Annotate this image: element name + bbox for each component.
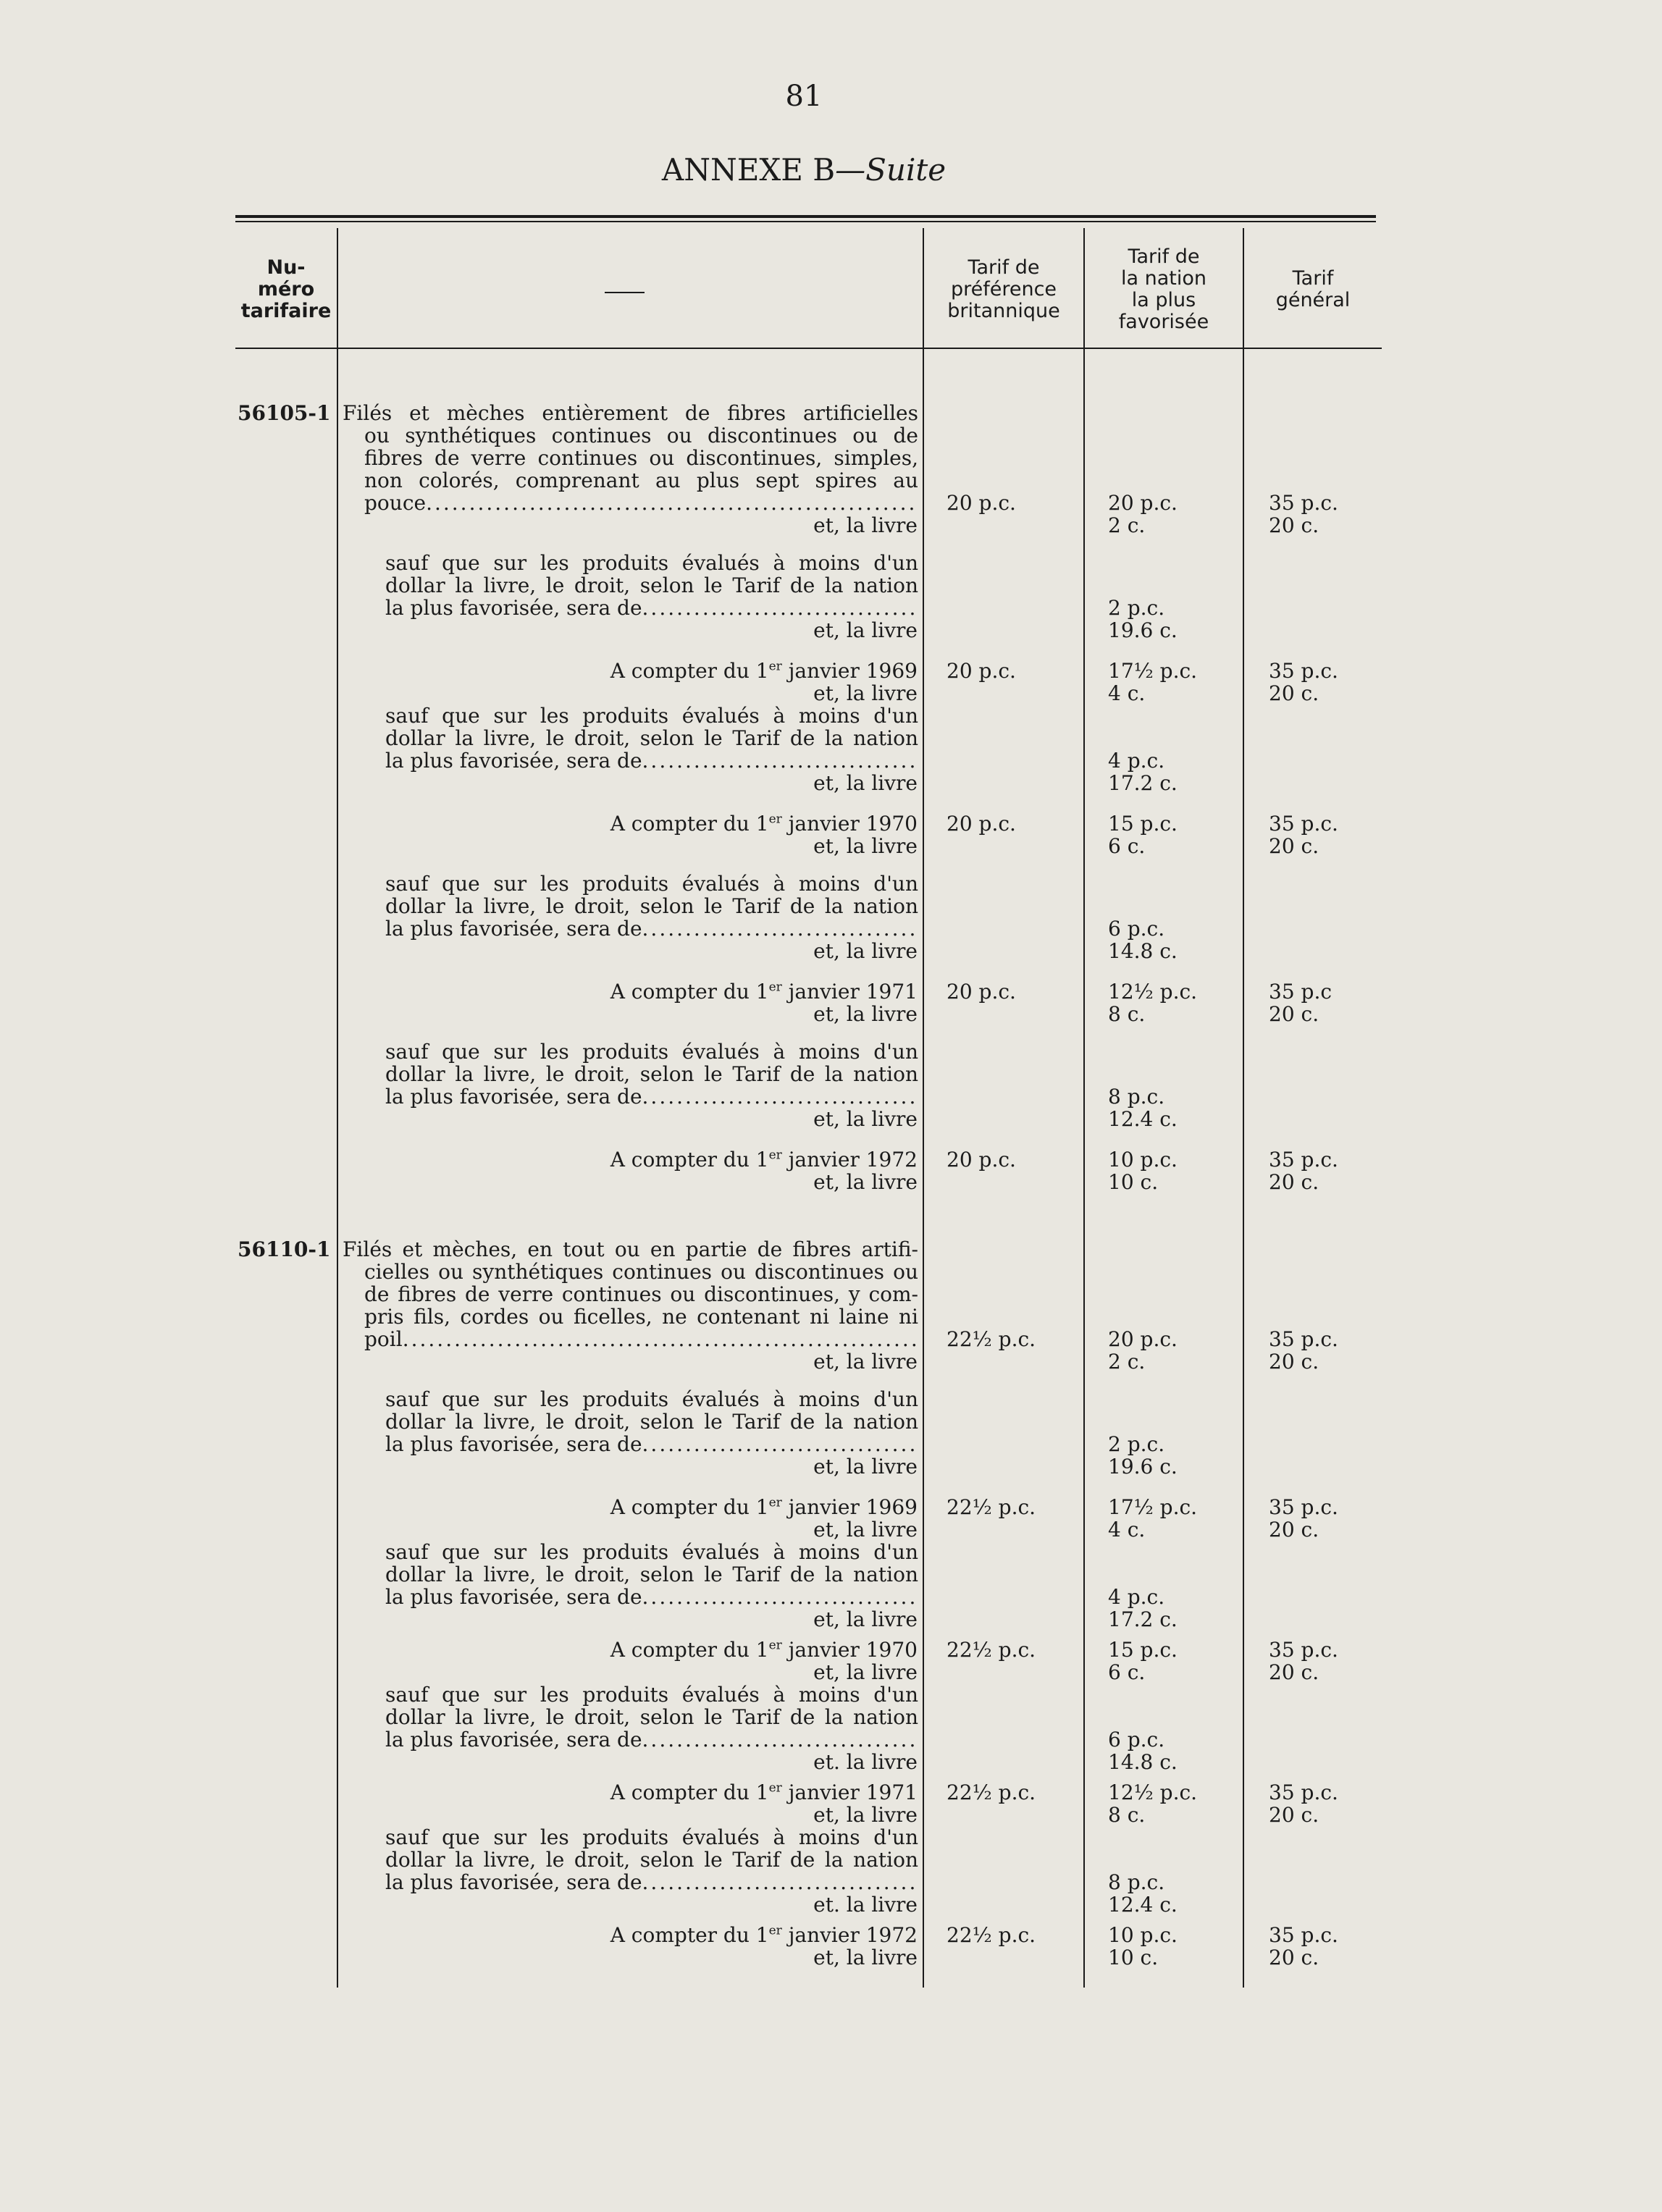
per-pound-label: et, la livre xyxy=(813,1107,918,1131)
header-rule xyxy=(1244,348,1382,349)
dot-leader xyxy=(642,749,918,772)
mfn-rate: 12½ p.c. xyxy=(1108,1780,1198,1804)
dot-leader xyxy=(642,917,918,940)
top-rule-thin xyxy=(235,221,1376,222)
header-line: préférence xyxy=(950,278,1057,300)
leader-text: la plus favorisée, sera de xyxy=(385,1085,642,1109)
date-suffix: janvier 1972 xyxy=(781,1923,918,1947)
tariff-number: 56105-1 xyxy=(238,401,331,425)
date-prefix: A compter du 1 xyxy=(610,1148,769,1172)
page-number: 81 xyxy=(785,80,823,113)
per-pound-label: et, la livre xyxy=(813,681,918,705)
exception-line: sauf que sur les produits évalués à moins d'un xyxy=(385,872,918,896)
bpt-rate: 22½ p.c. xyxy=(947,1923,1036,1947)
general-rate: 35 p.c. xyxy=(1269,1780,1338,1804)
general-rate: 35 p.c. xyxy=(1269,1327,1338,1351)
date-prefix: A compter du 1 xyxy=(610,980,769,1004)
description-leader xyxy=(364,492,918,514)
description-line: ou synthétiques continues ou discontinues ou de xyxy=(364,424,918,447)
per-pound-label: et, la livre xyxy=(813,1455,918,1479)
general-rate: 35 p.c xyxy=(1269,980,1332,1004)
exception-leader xyxy=(385,1433,918,1455)
mfn-rate: 15 p.c. xyxy=(1108,812,1178,836)
mfn-specific: 4 c. xyxy=(1108,681,1146,705)
mfn-rate: 20 p.c. xyxy=(1108,491,1178,515)
general-rate: 35 p.c. xyxy=(1269,659,1338,683)
general-rate: 35 p.c. xyxy=(1269,812,1338,836)
leader-text: la plus favorisée, sera de xyxy=(385,1585,642,1609)
bpt-rate: 22½ p.c. xyxy=(947,1495,1036,1519)
exception-line: sauf que sur les produits évalués à moins d'un xyxy=(385,1040,918,1064)
exception-line: dollar la livre, le droit, selon le Tarif de la nation xyxy=(385,894,918,918)
top-rule xyxy=(235,215,1376,218)
mfn-rate: 20 p.c. xyxy=(1108,1327,1178,1351)
mfn-specific: 12.4 c. xyxy=(1108,1107,1178,1131)
mfn-rate: 17½ p.c. xyxy=(1108,659,1198,683)
exception-line: dollar la livre, le droit, selon le Tarif de la nation xyxy=(385,726,918,750)
description-line: non colorés, comprenant au plus sept spires au xyxy=(364,468,918,492)
header-line: la plus xyxy=(1131,289,1196,311)
exception-line: dollar la livre, le droit, selon le Tarif de la nation xyxy=(385,1848,918,1872)
date-prefix: A compter du 1 xyxy=(610,1923,769,1947)
date-suffix: janvier 1970 xyxy=(781,1638,918,1662)
exception-leader xyxy=(385,1871,918,1893)
mfn-specific: 17.2 c. xyxy=(1108,771,1178,795)
dot-leader xyxy=(403,1328,918,1350)
header-rule xyxy=(924,348,1083,349)
mfn-rate: 2 p.c. xyxy=(1108,596,1165,620)
exception-line: sauf que sur les produits évalués à moins d'un xyxy=(385,1540,918,1564)
header-tariff-number xyxy=(232,257,340,322)
header-description-dash xyxy=(605,292,645,293)
exception-leader xyxy=(385,1728,918,1751)
leader-text: la plus favorisée, sera de xyxy=(385,1870,642,1894)
general-specific: 20 c. xyxy=(1269,513,1319,537)
date-prefix: A compter du 1 xyxy=(610,1780,769,1804)
mfn-specific: 19.6 c. xyxy=(1108,618,1178,642)
date-prefix: A compter du 1 xyxy=(610,659,769,683)
general-specific: 20 c. xyxy=(1269,1350,1319,1374)
date-prefix: A compter du 1 xyxy=(610,812,769,836)
mfn-specific: 8 c. xyxy=(1108,1002,1146,1026)
mfn-specific: 17.2 c. xyxy=(1108,1607,1178,1631)
mfn-rate: 6 p.c. xyxy=(1108,1728,1165,1751)
general-rate: 35 p.c. xyxy=(1269,1148,1338,1172)
per-pound-label: et, la livre xyxy=(813,1607,918,1631)
divider-num-desc xyxy=(337,228,338,1988)
header-line: Tarif xyxy=(1292,267,1334,290)
date-superscript: er xyxy=(768,659,782,674)
general-rate: 35 p.c. xyxy=(1269,1495,1338,1519)
bpt-rate: 22½ p.c. xyxy=(947,1327,1036,1351)
exception-line: dollar la livre, le droit, selon le Tarif de la nation xyxy=(385,573,918,597)
exception-leader xyxy=(385,597,918,619)
effective-date xyxy=(610,660,918,682)
description-line: de fibres de verre continues ou discontinues, y com- xyxy=(364,1282,918,1306)
leader-text: la plus favorisée, sera de xyxy=(385,1432,642,1456)
bpt-rate: 22½ p.c. xyxy=(947,1780,1036,1804)
general-specific: 20 c. xyxy=(1269,681,1319,705)
mfn-rate: 4 p.c. xyxy=(1108,749,1165,773)
header-rule xyxy=(1085,348,1243,349)
dot-leader xyxy=(642,1728,918,1751)
leader-text: la plus favorisée, sera de xyxy=(385,917,642,941)
header-line: britannique xyxy=(947,300,1060,322)
dot-leader xyxy=(642,1871,918,1893)
dot-leader xyxy=(426,492,918,514)
general-rate: 35 p.c. xyxy=(1269,1638,1338,1662)
dot-leader xyxy=(642,1085,918,1108)
effective-date xyxy=(610,1496,918,1518)
exception-line: sauf que sur les produits évalués à moins d'un xyxy=(385,551,918,575)
per-pound-label: et, la livre xyxy=(813,1170,918,1194)
bpt-rate: 20 p.c. xyxy=(947,491,1016,515)
header-line: favorisée xyxy=(1118,311,1209,333)
per-pound-label: et, la livre xyxy=(813,1350,918,1374)
general-specific: 20 c. xyxy=(1269,1002,1319,1026)
per-pound-label: et, la livre xyxy=(813,1803,918,1827)
mfn-specific: 10 c. xyxy=(1108,1170,1159,1194)
leader-text: la plus favorisée, sera de xyxy=(385,596,642,620)
general-specific: 20 c. xyxy=(1269,834,1319,858)
leader-text: poil xyxy=(364,1327,403,1351)
date-superscript: er xyxy=(768,1923,782,1938)
per-pound-label: et, la livre xyxy=(813,834,918,858)
general-specific: 20 c. xyxy=(1269,1170,1319,1194)
mfn-rate: 15 p.c. xyxy=(1108,1638,1178,1662)
general-rate: 35 p.c. xyxy=(1269,491,1338,515)
exception-line: sauf que sur les produits évalués à moins d'un xyxy=(385,1683,918,1707)
leader-text: la plus favorisée, sera de xyxy=(385,749,642,773)
mfn-rate: 10 p.c. xyxy=(1108,1923,1178,1947)
header-most-favoured-nation xyxy=(1085,246,1243,333)
mfn-specific: 6 c. xyxy=(1108,1660,1146,1684)
mfn-specific: 10 c. xyxy=(1108,1946,1159,1969)
header-line: Nu- xyxy=(266,256,306,279)
mfn-specific: 19.6 c. xyxy=(1108,1455,1178,1479)
dot-leader xyxy=(642,1586,918,1608)
mfn-rate: 17½ p.c. xyxy=(1108,1495,1198,1519)
per-pound-label: et, la livre xyxy=(813,618,918,642)
divider-mfn-gen xyxy=(1243,228,1244,1988)
exception-line: dollar la livre, le droit, selon le Tarif de la nation xyxy=(385,1563,918,1586)
mfn-rate: 4 p.c. xyxy=(1108,1585,1165,1609)
date-prefix: A compter du 1 xyxy=(610,1638,769,1662)
header-line: la nation xyxy=(1120,267,1206,290)
description-line: fibres de verre continues ou discontinues, simples, xyxy=(364,446,918,470)
per-pound-label: et, la livre xyxy=(813,1518,918,1542)
divider-desc-bpt xyxy=(923,228,924,1988)
general-specific: 20 c. xyxy=(1269,1946,1319,1969)
description-line: pris fils, cordes ou ficelles, ne contenant ni laine ni xyxy=(364,1305,918,1329)
title-main: ANNEXE B xyxy=(661,152,836,188)
header-general-tariff xyxy=(1244,268,1382,311)
mfn-specific: 8 c. xyxy=(1108,1803,1146,1827)
header-british-preferential xyxy=(924,257,1083,322)
per-pound-label: et, la livre xyxy=(813,939,918,963)
per-pound-label: et, la livre xyxy=(813,1002,918,1026)
date-superscript: er xyxy=(768,812,782,827)
leader-text: pouce xyxy=(364,491,427,515)
header-line: Tarif de xyxy=(1128,245,1200,268)
description-leader xyxy=(364,1328,918,1350)
mfn-rate: 8 p.c. xyxy=(1108,1870,1165,1894)
mfn-specific: 2 c. xyxy=(1108,513,1146,537)
mfn-specific: 6 c. xyxy=(1108,834,1146,858)
exception-line: sauf que sur les produits évalués à moins d'un xyxy=(385,704,918,728)
mfn-rate: 2 p.c. xyxy=(1108,1432,1165,1456)
title-suffix: —Suite xyxy=(835,152,947,188)
date-prefix: A compter du 1 xyxy=(610,1495,769,1519)
date-suffix: janvier 1971 xyxy=(781,1780,918,1804)
exception-line: sauf que sur les produits évalués à moins d'un xyxy=(385,1825,918,1849)
exception-line: sauf que sur les produits évalués à moins d'un xyxy=(385,1387,918,1411)
tariff-number: 56110-1 xyxy=(238,1237,331,1261)
exception-leader xyxy=(385,917,918,940)
mfn-specific: 14.8 c. xyxy=(1108,939,1178,963)
divider-bpt-mfn xyxy=(1083,228,1085,1988)
date-suffix: janvier 1969 xyxy=(781,1495,918,1519)
header-line: tarifaire xyxy=(240,300,332,322)
header-rule xyxy=(338,348,923,349)
mfn-specific: 12.4 c. xyxy=(1108,1893,1178,1917)
effective-date xyxy=(610,1924,918,1946)
date-suffix: janvier 1972 xyxy=(781,1148,918,1172)
general-specific: 20 c. xyxy=(1269,1803,1319,1827)
effective-date xyxy=(610,1148,918,1171)
general-specific: 20 c. xyxy=(1269,1660,1319,1684)
date-superscript: er xyxy=(768,1148,782,1163)
per-pound-label: et, la livre xyxy=(813,1946,918,1969)
effective-date xyxy=(610,812,918,835)
date-superscript: er xyxy=(768,1495,782,1510)
exception-leader xyxy=(385,1085,918,1108)
mfn-specific: 14.8 c. xyxy=(1108,1750,1178,1774)
mfn-rate: 12½ p.c. xyxy=(1108,980,1198,1004)
exception-leader xyxy=(385,1586,918,1608)
page-title xyxy=(0,152,1608,188)
header-rule xyxy=(235,348,337,349)
date-suffix: janvier 1971 xyxy=(781,980,918,1004)
mfn-rate: 6 p.c. xyxy=(1108,917,1165,941)
bpt-rate: 20 p.c. xyxy=(947,1148,1016,1172)
exception-line: dollar la livre, le droit, selon le Tarif de la nation xyxy=(385,1410,918,1434)
header-line: Tarif de xyxy=(968,256,1040,279)
effective-date xyxy=(610,980,918,1003)
dot-leader xyxy=(642,597,918,619)
mfn-rate: 10 p.c. xyxy=(1108,1148,1178,1172)
per-pound-label: et, la livre xyxy=(813,513,918,537)
description-line: Filés et mèches, en tout ou en partie de fibres artifi- xyxy=(343,1237,918,1261)
bpt-rate: 22½ p.c. xyxy=(947,1638,1036,1662)
per-pound-label: et. la livre xyxy=(813,1750,918,1774)
exception-line: dollar la livre, le droit, selon le Tarif de la nation xyxy=(385,1705,918,1729)
mfn-specific: 2 c. xyxy=(1108,1350,1146,1374)
general-rate: 35 p.c. xyxy=(1269,1923,1338,1947)
mfn-specific: 4 c. xyxy=(1108,1518,1146,1542)
effective-date xyxy=(610,1781,918,1804)
effective-date xyxy=(610,1639,918,1661)
date-superscript: er xyxy=(768,1780,782,1796)
date-suffix: janvier 1969 xyxy=(781,659,918,683)
bpt-rate: 20 p.c. xyxy=(947,659,1016,683)
dot-leader xyxy=(642,1433,918,1455)
mfn-rate: 8 p.c. xyxy=(1108,1085,1165,1109)
date-superscript: er xyxy=(768,980,782,995)
bpt-rate: 20 p.c. xyxy=(947,812,1016,836)
bpt-rate: 20 p.c. xyxy=(947,980,1016,1004)
general-specific: 20 c. xyxy=(1269,1518,1319,1542)
leader-text: la plus favorisée, sera de xyxy=(385,1728,642,1751)
header-line: général xyxy=(1275,289,1351,311)
exception-line: dollar la livre, le droit, selon le Tarif de la nation xyxy=(385,1062,918,1086)
exception-leader xyxy=(385,749,918,772)
date-superscript: er xyxy=(768,1638,782,1653)
description-line: cielles ou synthétiques continues ou discontinues ou xyxy=(364,1260,918,1284)
description-line: Filés et mèches entièrement de fibres artificielles xyxy=(343,401,918,425)
per-pound-label: et, la livre xyxy=(813,771,918,795)
per-pound-label: et, la livre xyxy=(813,1660,918,1684)
header-line: méro xyxy=(257,278,315,300)
per-pound-label: et. la livre xyxy=(813,1893,918,1917)
date-suffix: janvier 1970 xyxy=(781,812,918,836)
